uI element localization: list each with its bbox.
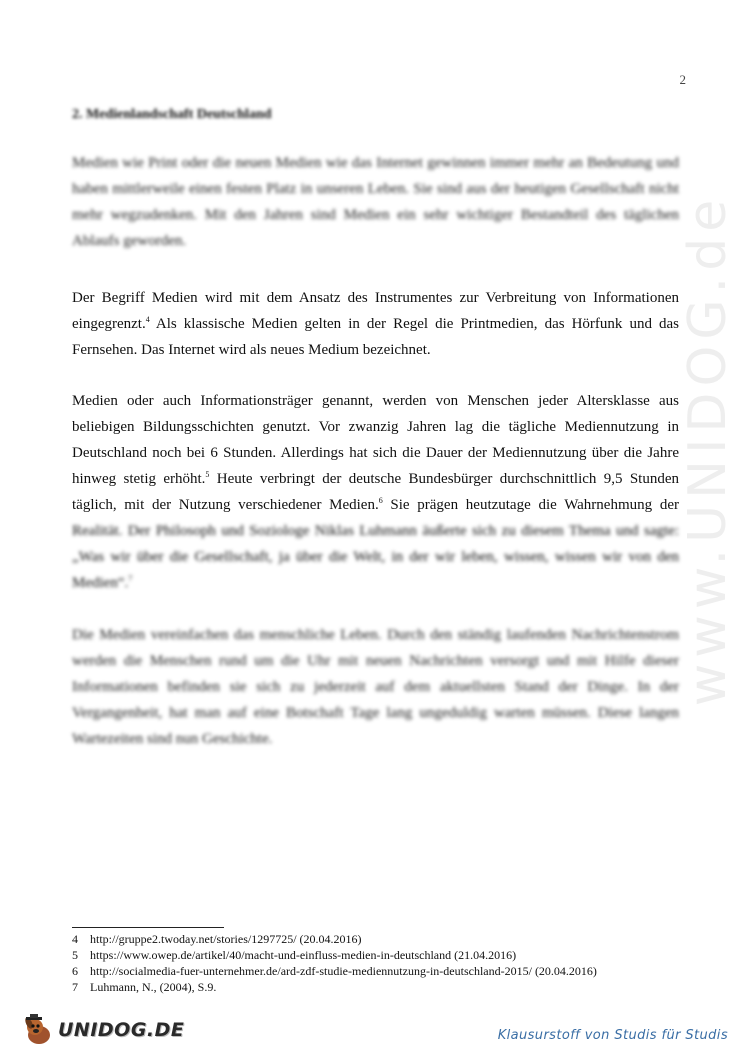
- footnote-number: 6: [72, 964, 78, 978]
- blurred-quote: [72, 523, 679, 591]
- footnote-item: [72, 947, 692, 963]
- footnote-ref: 5: [205, 470, 210, 479]
- unidog-logo: [22, 1012, 184, 1048]
- text-segment: Sie prägen heutzutage die Wahrnehmung der: [382, 497, 679, 513]
- footnote-item: [72, 963, 692, 979]
- page-number: 2: [679, 72, 686, 87]
- paragraph-intro: Medien wie Print oder die neuen Medien wie das Internet gewinnen immer mehr an Bedeutung und haben mittlerweile einen festen Platz in unseren Leben. Sie sind aus der heutigen Gesellschaft nicht mehr wegzudenken. Mit den Jahren sind Medien ein sehr wichtiger Bestandteil des täglichen Ablaufs geworden.: [72, 155, 679, 249]
- footnote-text: Luhmann, N., (2004), S.9.: [90, 980, 217, 994]
- footnote-item: [72, 979, 692, 995]
- footnote-ref: 7: [128, 574, 133, 583]
- footnote-ref: 4: [145, 315, 150, 324]
- text-segment: Der Begriff Medien wird mit dem Ansatz des Instrumentes zur Verbreitung von Informationen eingegrenzt.: [72, 290, 679, 332]
- footnote-number: 4: [72, 932, 78, 946]
- footnote-number: 7: [72, 980, 78, 994]
- footnote-text[interactable]: http://socialmedia-fuer-unternehmer.de/ard-zdf-studie-mediennutzung-in-deutschland-2015/ (20.04.2016): [90, 964, 597, 978]
- footnote-number: 5: [72, 948, 78, 962]
- watermark-text: www.UNIDOG.de: [678, 193, 738, 707]
- dog-mascot-icon: [22, 1013, 56, 1047]
- footnote-text[interactable]: https://www.owep.de/artikel/40/macht-und-einfluss-medien-in-deutschland (21.04.2016): [90, 948, 517, 962]
- text-segment: Realität. Der Philosoph und Soziologe Niklas Luhmann äußerte sich zu diesem Thema und sagte: „Was wir über die Gesellschaft, ja über die Welt, in der wir leben, wissen, wissen wir von den Medien“.: [72, 523, 679, 591]
- paragraph-definition: [72, 285, 679, 363]
- text-segment: Als klassische Medien gelten in der Regel die Printmedien, das Hörfunk und das Fernsehen. Das Internet wird als neues Medium bezeichnet.: [72, 316, 679, 358]
- paragraph-usage: [72, 388, 679, 596]
- footnote-text[interactable]: http://gruppe2.twoday.net/stories/1297725/ (20.04.2016): [90, 932, 362, 946]
- footnote-divider: [72, 927, 224, 928]
- text-segment: Heute verbringt der deutsche Bundesbürger durchschnittlich 9,5 Stunden täglich, mit der Nutzung verschiedener Medien.: [72, 471, 679, 513]
- section-heading: 2. Medienlandschaft Deutschland: [72, 107, 272, 122]
- footer-tagline: Klausurstoff von Studis für Studis: [497, 1028, 728, 1043]
- footnote-list: [72, 931, 692, 995]
- text-segment: Medien oder auch Informationsträger genannt, werden von Menschen jeder Altersklasse aus beliebigen Bildungsschichten genutzt. Vor zwanzig Jahren lag die tägliche Mediennutzung in Deutschland noch bei 6 Stunden. Allerdings hat sich die Dauer der Mediennutzung über die Jahre hinweg stetig erhöht.: [72, 393, 679, 487]
- footnote-item: [72, 931, 692, 947]
- logo-text: UNIDOG.DE: [58, 1019, 185, 1041]
- paragraph-news: Die Medien vereinfachen das menschliche Leben. Durch den ständig laufenden Nachrichtenstrom werden die Menschen rund um die Uhr mit neuen Nachrichten versorgt und mit Hilfe dieser Informationen befinden sie sich zu jederzeit auf dem aktuellsten Stand der Dinge. In der Vergangenheit, hat man auf eine Botschaft Tage lang ungeduldig warten müssen. Diese langen Wartezeiten sind nun Geschichte.: [72, 627, 679, 747]
- footnote-ref: 6: [378, 496, 383, 505]
